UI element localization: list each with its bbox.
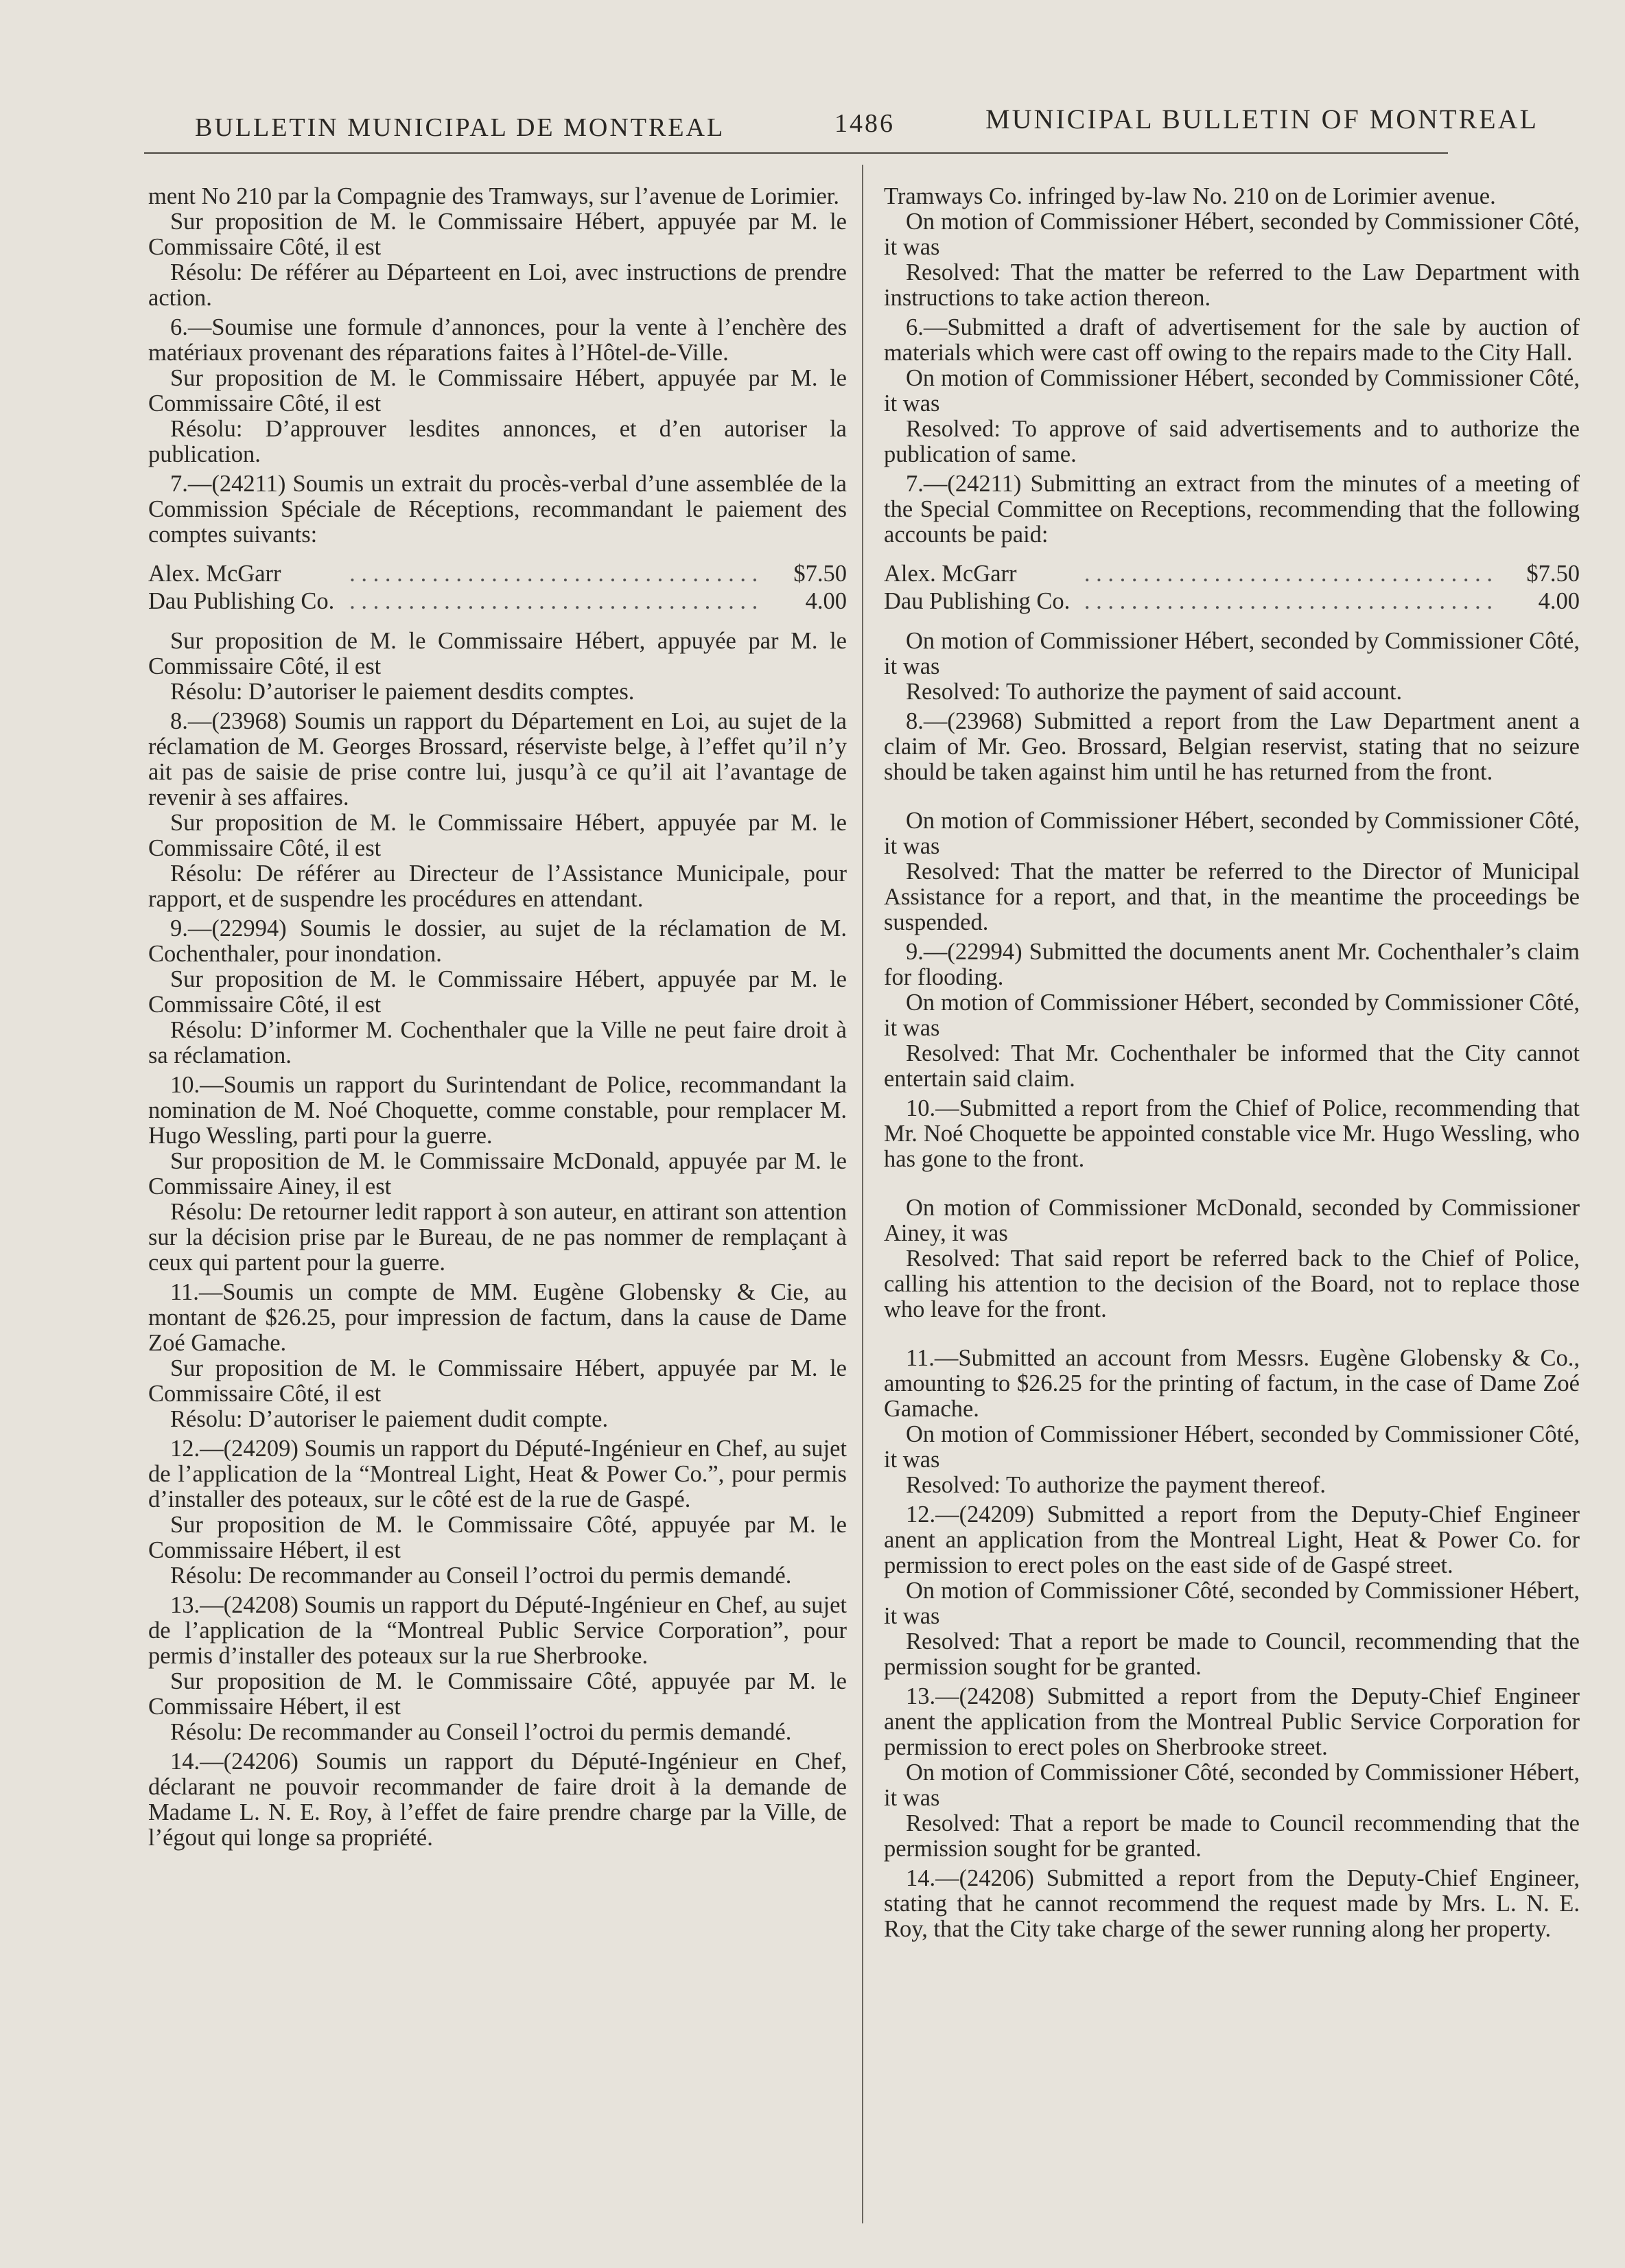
motion-paragraph: Sur proposition de M. le Commissaire Hébert, appuyée par M. le Commissaire Côté, il est bbox=[148, 810, 847, 861]
motion-paragraph: Sur proposition de M. le Commissaire Hébert, appuyée par M. le Commissaire Côté, il est bbox=[148, 209, 847, 260]
resolution-paragraph: Résolu: De recommander au Conseil l’octroi du permis demandé. bbox=[170, 1719, 792, 1745]
resolution-paragraph: Résolu: D’approuver lesdites annonces, et d’en autoriser la publication. bbox=[148, 416, 847, 467]
item-paragraph: 9.—(22994) Submitted the documents anent Mr. Cochenthaler’s claim for flooding. bbox=[884, 939, 1580, 990]
account-name: Alex. McGarr bbox=[148, 561, 281, 587]
resolution-paragraph: Resolved: To approve of said advertisements and to authorize the publication of same. bbox=[884, 416, 1580, 467]
accounts-table bbox=[148, 560, 847, 615]
item-paragraph: 13.—(24208) Submitted a report from the Deputy-Chief Engineer anent the application from the Montreal Public Service Corporation for permission to erect poles on Sherbrooke street. bbox=[884, 1683, 1580, 1760]
resolution-paragraph: Résolu: De retourner ledit rapport à son auteur, en attirant son attention sur la décision prise par le Bureau, de ne pas nommer de remplaçant à ceux qui partent pour la guerre. bbox=[148, 1199, 847, 1276]
motion-paragraph: Sur proposition de M. le Commissaire Hébert, appuyée par M. le Commissaire Côté, il est bbox=[148, 365, 847, 417]
item-paragraph: 12.—(24209) Soumis un rapport du Député-Ingénieur en Chef, au sujet de l’application de la “Montreal Light, Heat & Power Co.”, pour permis d’installer des poteaux, sur le côté est de la rue de Gaspé. bbox=[148, 1436, 847, 1512]
resolution-paragraph: Resolved: That the matter be referred to the Law Department with instructions to take action thereon. bbox=[884, 259, 1580, 311]
resolution-paragraph: Resolved: That a report be made to Council, recommending that the permission sought for be granted. bbox=[884, 1628, 1580, 1680]
header-rule bbox=[144, 152, 1448, 154]
paragraph: ment No 210 par la Compagnie des Tramways, sur l’avenue de Lorimier. bbox=[148, 183, 840, 209]
resolution-paragraph: Resolved: That Mr. Cochenthaler be informed that the City cannot entertain said claim. bbox=[884, 1040, 1580, 1092]
motion-paragraph: On motion of Commissioner Hébert, seconded by Commissioner Côté, it was bbox=[884, 628, 1580, 679]
item-paragraph: 11.—Soumis un compte de MM. Eugène Globensky & Cie, au montant de $26.25, pour impression de factum, dans la cause de Dame Zoé Gamache. bbox=[148, 1279, 847, 1356]
motion-paragraph: Sur proposition de M. le Commissaire Côté, appuyée par M. le Commissaire Hébert, il est bbox=[148, 1512, 847, 1563]
motion-paragraph: Sur proposition de M. le Commissaire Côté, appuyée par M. le Commissaire Hébert, il est bbox=[148, 1668, 847, 1720]
header-title-french: BULLETIN MUNICIPAL DE MONTREAL bbox=[195, 113, 725, 142]
table-row bbox=[884, 587, 1580, 615]
motion-paragraph: On motion of Commissioner Hébert, seconded by Commissioner Côté, it was bbox=[884, 808, 1580, 859]
page-header bbox=[0, 103, 1625, 144]
resolution-paragraph: Résolu: De recommander au Conseil l’octroi du permis demandé. bbox=[170, 1563, 792, 1589]
item-paragraph: 8.—(23968) Submitted a report from the Law Department anent a claim of Mr. Geo. Brossard, Belgian reservist, stating that no seizure should be taken against him until he has returned from the front. bbox=[884, 708, 1580, 785]
motion-paragraph: On motion of Commissioner Hébert, seconded by Commissioner Côté, it was bbox=[884, 990, 1580, 1041]
item-paragraph: 13.—(24208) Soumis un rapport du Député-Ingénieur en Chef, au sujet de l’application de la “Montreal Public Service Corporation”, pour permis d’installer des poteaux sur la rue Sherbrooke. bbox=[148, 1592, 847, 1669]
resolution-paragraph: Resolved: To authorize the payment thereof. bbox=[906, 1472, 1326, 1498]
page-number: 1486 bbox=[834, 109, 895, 138]
account-amount: 4.00 bbox=[1538, 588, 1580, 614]
item-paragraph: 10.—Soumis un rapport du Surintendant de Police, recommandant la nomination de M. Noé Choquette, comme constable, pour remplacer M. Hugo Wessling, parti pour la guerre. bbox=[148, 1072, 847, 1149]
resolution-paragraph: Resolved: To authorize the payment of said account. bbox=[906, 679, 1403, 705]
motion-paragraph: On motion of Commissioner Côté, seconded by Commissioner Hébert, it was bbox=[884, 1578, 1580, 1629]
item-paragraph: 7.—(24211) Submitting an extract from the minutes of a meeting of the Special Committee on Receptions, recommending that the following accounts be paid: bbox=[884, 471, 1580, 548]
motion-paragraph: Sur proposition de M. le Commissaire Hébert, appuyée par M. le Commissaire Côté, il est bbox=[148, 1355, 847, 1407]
paragraph: Tramways Co. infringed by-law No. 210 on de Lorimier avenue. bbox=[884, 183, 1496, 209]
leader-dots: . . . . . . . . . . . . . . . . . . . . . . . . . . . . . . . . . . . bbox=[349, 561, 758, 587]
resolution-paragraph: Résolu: D’autoriser le paiement dudit compte. bbox=[170, 1406, 609, 1432]
motion-paragraph: On motion of Commissioner McDonald, seconded by Commissioner Ainey, it was bbox=[884, 1195, 1580, 1246]
leader-dots: . . . . . . . . . . . . . . . . . . . . . . . . . . . . . . . . . . . bbox=[349, 588, 758, 614]
account-name: Dau Publishing Co. bbox=[884, 588, 1071, 614]
motion-paragraph: Sur proposition de M. le Commissaire Hébert, appuyée par M. le Commissaire Côté, il est bbox=[148, 966, 847, 1018]
item-paragraph: 8.—(23968) Soumis un rapport du Département en Loi, au sujet de la réclamation de M. Georges Brossard, réserviste belge, à l’effet qu’il n’y ait pas de saisie de prise contre lui, jusqu’à ce qu’il ait l’avantage de revenir à ses affaires. bbox=[148, 708, 847, 810]
table-row bbox=[148, 560, 847, 587]
item-paragraph: 10.—Submitted a report from the Chief of Police, recommending that Mr. Noé Choquette be appointed constable vice Mr. Hugo Wessling, who has gone to the front. bbox=[884, 1095, 1580, 1172]
item-paragraph: 7.—(24211) Soumis un extrait du procès-verbal d’une assemblée de la Commission Spéciale de Réceptions, recommandant le paiement des comptes suivants: bbox=[148, 471, 847, 548]
table-row bbox=[884, 560, 1580, 587]
resolution-paragraph: Résolu: D’informer M. Cochenthaler que la Ville ne peut faire droit à sa réclamation. bbox=[148, 1017, 847, 1068]
table-row bbox=[148, 587, 847, 615]
leader-dots: . . . . . . . . . . . . . . . . . . . . . . . . . . . . . . . . . . . bbox=[1084, 561, 1493, 587]
resolution-paragraph: Résolu: De référer au Départeent en Loi, avec instructions de prendre action. bbox=[148, 259, 847, 311]
item-paragraph: 12.—(24209) Submitted a report from the Deputy-Chief Engineer anent an application from the Montreal Light, Heat & Power Co. for permission to erect poles on the east side of de Gaspé street. bbox=[884, 1501, 1580, 1578]
resolution-paragraph: Resolved: That said report be referred back to the Chief of Police, calling his attention to the decision of the Board, not to replace those who leave for the front. bbox=[884, 1246, 1580, 1322]
account-name: Dau Publishing Co. bbox=[148, 588, 335, 614]
account-amount: $7.50 bbox=[1526, 561, 1580, 587]
resolution-paragraph: Resolved: That a report be made to Council recommending that the permission sought for be granted. bbox=[884, 1810, 1580, 1862]
item-paragraph: 9.—(22994) Soumis le dossier, au sujet de la réclamation de M. Cochenthaler, pour inondation. bbox=[148, 915, 847, 967]
column-divider bbox=[862, 165, 863, 2223]
motion-paragraph: On motion of Commissioner Côté, seconded by Commissioner Hébert, it was bbox=[884, 1760, 1580, 1811]
item-paragraph: 6.—Submitted a draft of advertisement for the sale by auction of materials which were cast off owing to the repairs made to the City Hall. bbox=[884, 314, 1580, 366]
resolution-paragraph: Resolved: That the matter be referred to the Director of Municipal Assistance for a report, and that, in the meantime the proceedings be suspended. bbox=[884, 858, 1580, 935]
resolution-paragraph: Résolu: D’autoriser le paiement desdits comptes. bbox=[170, 679, 635, 705]
motion-paragraph: On motion of Commissioner Hébert, seconded by Commissioner Côté, it was bbox=[884, 209, 1580, 260]
motion-paragraph: Sur proposition de M. le Commissaire Hébert, appuyée par M. le Commissaire Côté, il est bbox=[148, 628, 847, 679]
item-paragraph: 6.—Soumise une formule d’annonces, pour la vente à l’enchère des matériaux provenant des réparations faites à l’Hôtel-de-Ville. bbox=[148, 314, 847, 366]
leader-dots: . . . . . . . . . . . . . . . . . . . . . . . . . . . . . . . . . . . bbox=[1084, 588, 1493, 614]
resolution-paragraph: Résolu: De référer au Directeur de l’Assistance Municipale, pour rapport, et de suspendre les procédures en attendant. bbox=[148, 861, 847, 912]
item-paragraph: 14.—(24206) Submitted a report from the Deputy-Chief Engineer, stating that he cannot recommend the request made by Mrs. L. N. E. Roy, that the City take charge of the sewer running along her property. bbox=[884, 1865, 1580, 1942]
english-column bbox=[884, 184, 1580, 1942]
header-title-english: MUNICIPAL BULLETIN OF MONTREAL bbox=[985, 104, 1539, 135]
account-amount: 4.00 bbox=[805, 588, 847, 614]
account-name: Alex. McGarr bbox=[884, 561, 1017, 587]
motion-paragraph: Sur proposition de M. le Commissaire McDonald, appuyée par M. le Commissaire Ainey, il est bbox=[148, 1148, 847, 1200]
item-paragraph: 11.—Submitted an account from Messrs. Eugène Globensky & Co., amounting to $26.25 for the printing of factum, in the case of Dame Zoé Gamache. bbox=[884, 1345, 1580, 1422]
motion-paragraph: On motion of Commissioner Hébert, seconded by Commissioner Côté, it was bbox=[884, 365, 1580, 417]
account-amount: $7.50 bbox=[793, 561, 847, 587]
motion-paragraph: On motion of Commissioner Hébert, seconded by Commissioner Côté, it was bbox=[884, 1421, 1580, 1473]
french-column bbox=[148, 184, 847, 1851]
accounts-table bbox=[884, 560, 1580, 615]
item-paragraph: 14.—(24206) Soumis un rapport du Député-Ingénieur en Chef, déclarant ne pouvoir recommander de faire droit à la demande de Madame L. N. E. Roy, à l’effet de faire prendre charge par la Ville, de l’égout qui longe sa propriété. bbox=[148, 1749, 847, 1851]
